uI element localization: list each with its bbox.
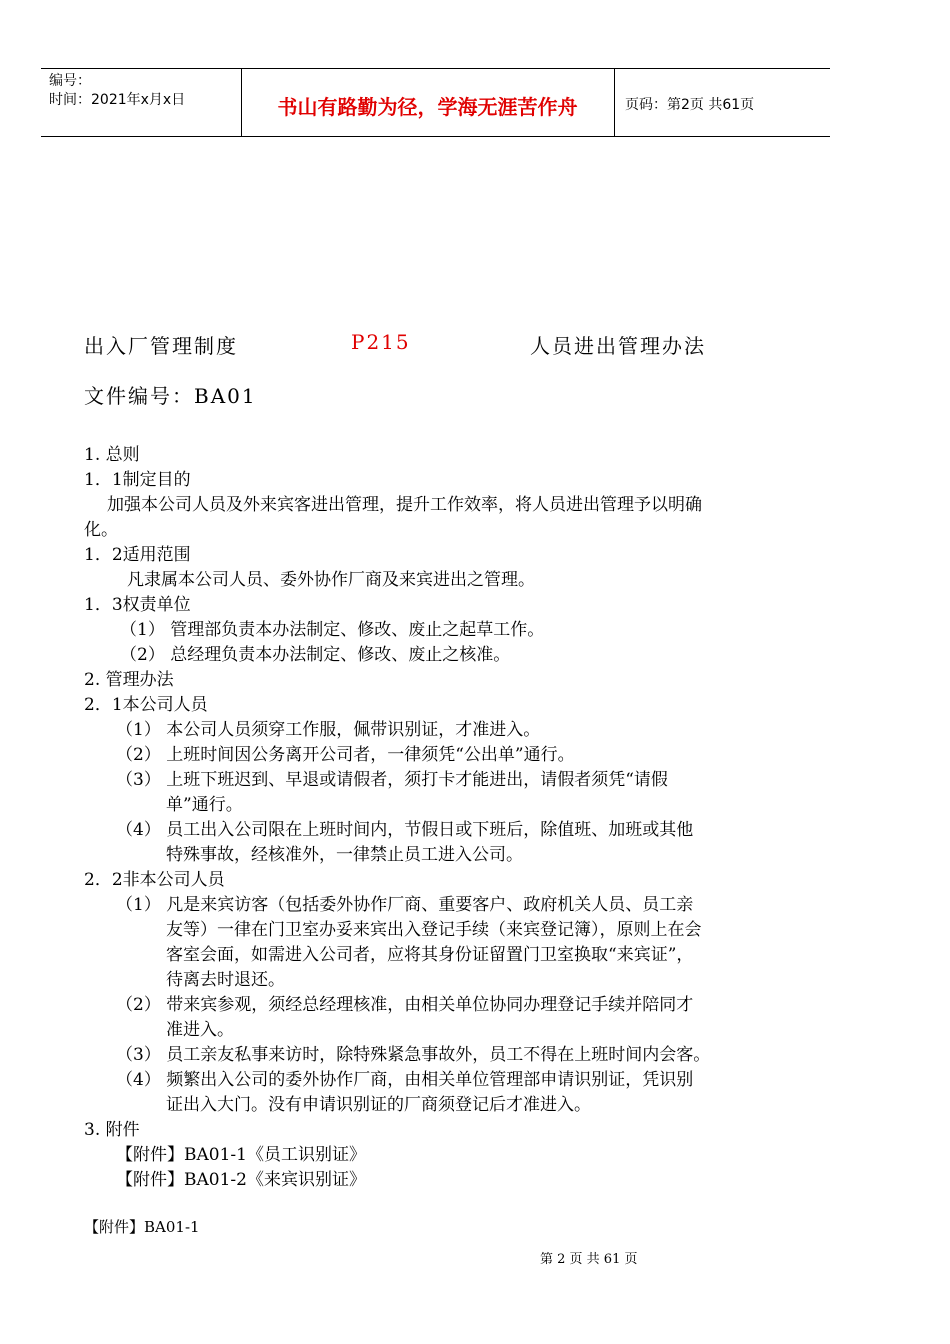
title-left: 出入厂管理制度	[84, 334, 238, 358]
list-item-continuation: 待离去时退还。	[166, 970, 285, 990]
paragraph-line: 化。	[84, 520, 118, 540]
section-heading: 1. 总则	[84, 445, 140, 465]
footer-page-number: 第 2 页 共 61 页	[540, 1252, 638, 1267]
attachment-item: 【附件】BA01-2《来宾识别证》	[116, 1170, 366, 1190]
list-item: （2） 上班时间因公务离开公司者，一律须凭“公出单”通行。	[116, 745, 575, 765]
list-item: （4） 频繁出入公司的委外协作厂商，由相关单位管理部申请识别证，凭识别	[116, 1070, 694, 1090]
list-item-continuation: 客室会面，如需进入公司者，应将其身份证留置门卫室换取“来宾证”，	[166, 945, 694, 965]
list-item-continuation: 证出入大门。没有申请识别证的厂商须登记后才准进入。	[166, 1095, 591, 1115]
list-item: （1） 管理部负责本办法制定、修改、废止之起草工作。	[120, 620, 545, 640]
list-item-continuation: 单”通行。	[166, 795, 243, 815]
header-divider	[614, 69, 615, 136]
document-header	[41, 68, 830, 137]
list-item: （4） 员工出入公司限在上班时间内，节假日或下班后，除值班、加班或其他	[116, 820, 694, 840]
list-item: （3） 员工亲友私事来访时，除特殊紧急事故外，员工不得在上班时间内会客。	[116, 1045, 711, 1065]
subsection-heading: 2．2非本公司人员	[84, 870, 225, 890]
number-label: 编号：	[49, 73, 91, 89]
subsection-heading: 1．3权责单位	[84, 595, 191, 615]
header-meta	[49, 72, 185, 110]
footer-attachment: 【附件】BA01-1	[84, 1218, 200, 1236]
list-item: （1） 凡是来宾访客（包括委外协作厂商、重要客户、政府机关人员、员工亲	[116, 895, 694, 915]
doc-number: 文件编号：BA01	[84, 384, 257, 408]
subsection-heading: 1．2适用范围	[84, 545, 191, 565]
attachment-item: 【附件】BA01-1《员工识别证》	[116, 1145, 366, 1165]
header-page-info: 页码：第2页 共61页	[625, 97, 755, 113]
subsection-heading: 1．1制定目的	[84, 470, 191, 490]
section-heading: 3. 附件	[84, 1120, 140, 1140]
header-motto: 书山有路勤为径，学海无涯苦作舟	[277, 95, 578, 119]
subsection-heading: 2．1本公司人员	[84, 695, 208, 715]
list-item-continuation: 特殊事故，经核准外，一律禁止员工进入公司。	[166, 845, 523, 865]
paragraph-line: 加强本公司人员及外来宾客进出管理，提升工作效率，将人员进出管理予以明确	[107, 495, 702, 515]
list-item: （2） 总经理负责本办法制定、修改、废止之核准。	[120, 645, 511, 665]
list-item-continuation: 友等）一律在门卫室办妥来宾出入登记手续（来宾登记簿），原则上在会	[166, 920, 702, 940]
section-heading: 2. 管理办法	[84, 670, 174, 690]
list-item: （2） 带来宾参观，须经总经理核准，由相关单位协同办理登记手续并陪同才	[116, 995, 694, 1015]
time-label: 时间：2021年x月x日	[49, 92, 186, 108]
title-code: P215	[351, 330, 411, 354]
title-right: 人员进出管理办法	[530, 334, 706, 358]
list-item: （3） 上班下班迟到、早退或请假者，须打卡才能进出，请假者须凭“请假	[116, 770, 668, 790]
list-item-continuation: 准进入。	[166, 1020, 234, 1040]
list-item: （1） 本公司人员须穿工作服，佩带识别证，才准进入。	[116, 720, 541, 740]
paragraph-line: 凡隶属本公司人员、委外协作厂商及来宾进出之管理。	[127, 570, 535, 590]
